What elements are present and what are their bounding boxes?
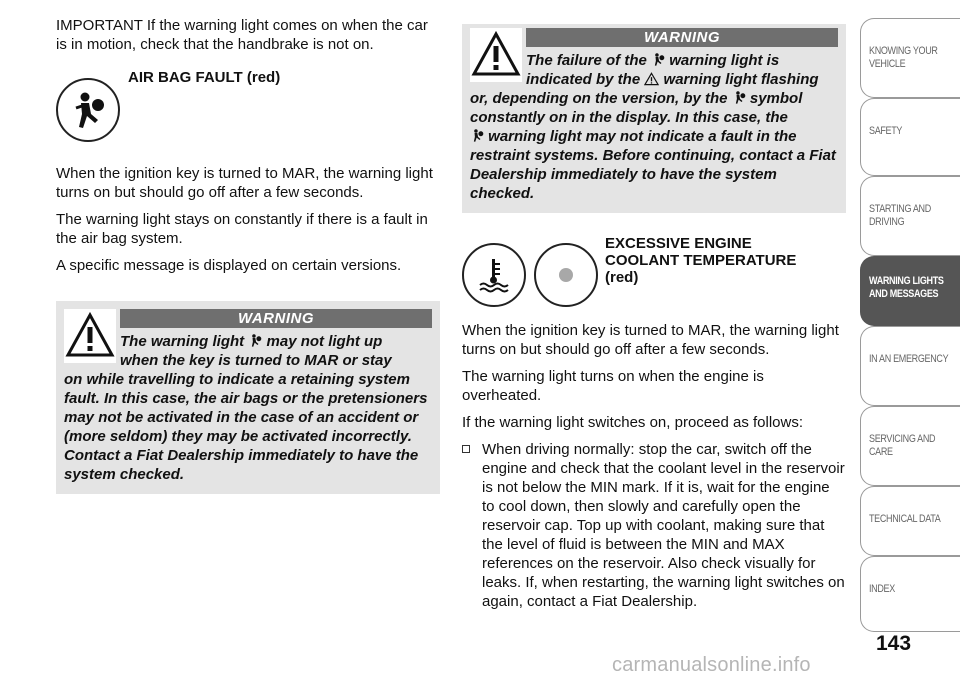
small-warning-triangle-icon bbox=[644, 72, 659, 86]
tab-label: CARE bbox=[869, 446, 893, 458]
warning-text-part: The warning light bbox=[120, 333, 245, 350]
coolant-title-line: EXCESSIVE ENGINE bbox=[605, 235, 752, 252]
warning-text-part: warning light flashing bbox=[663, 71, 819, 88]
airbag-fault-section bbox=[56, 68, 440, 158]
warning-triangle-icon bbox=[470, 28, 522, 82]
coolant-title-line: COOLANT TEMPERATURE bbox=[605, 252, 797, 269]
checkbox-bullet-icon bbox=[462, 445, 470, 453]
coolant-paragraph-3: If the warning light switches on, proceed as follows: bbox=[462, 414, 804, 431]
airbag-inline-icon bbox=[470, 128, 484, 143]
coolant-temperature-section bbox=[462, 235, 846, 311]
failure-warning-box bbox=[462, 24, 846, 213]
coolant-temperature-icon bbox=[462, 243, 526, 307]
warning-text-part: constantly on in the display. In this case, the bbox=[470, 109, 788, 126]
tab-label: INDEX bbox=[869, 583, 895, 595]
warning-text-part: on while travelling to indicate a retaining system fault. In this case, the air bags or the pretensioners may not be activated in the case of an accident or (more seldom) they may be activated incorrectly. Contact a Fiat Dealership immediately to have the system checked. bbox=[64, 371, 428, 483]
coolant-paragraph-2: The warning light turns on when the engine is overheated. bbox=[462, 368, 764, 404]
left-column bbox=[56, 16, 440, 494]
tab-servicing-and-care[interactable] bbox=[860, 406, 960, 486]
tab-technical-data[interactable] bbox=[860, 486, 960, 556]
airbag-inline-icon bbox=[248, 333, 262, 348]
tab-label: IN AN EMERGENCY bbox=[869, 353, 949, 365]
coolant-temperature-title bbox=[605, 235, 796, 286]
watermark: carmanualsonline.info bbox=[612, 654, 811, 676]
airbag-paragraph-2: The warning light stays on constantly if there is a fault in the air bag system. bbox=[56, 211, 428, 247]
airbag-fault-title: AIR BAG FAULT (red) bbox=[128, 69, 281, 86]
airbag-inline-icon bbox=[732, 90, 746, 105]
coolant-title-line: (red) bbox=[605, 269, 639, 286]
warning-text-part: The failure of the bbox=[526, 52, 647, 69]
chapter-tabs bbox=[860, 18, 960, 632]
warning-triangle-icon bbox=[64, 309, 116, 363]
tab-label: STARTING AND bbox=[869, 203, 931, 215]
airbag-inline-icon bbox=[651, 52, 665, 67]
tab-knowing-your-vehicle[interactable] bbox=[860, 18, 960, 98]
tab-label: KNOWING YOUR bbox=[869, 45, 938, 57]
airbag-paragraph-1: When the ignition key is turned to MAR, the warning light turns on but should go off after a few seconds. bbox=[56, 165, 433, 201]
airbag-warning-text bbox=[64, 332, 432, 484]
warning-text-part: indicated by the bbox=[526, 71, 641, 88]
warning-text-part: symbol bbox=[749, 90, 803, 107]
tab-label: TECHNICAL DATA bbox=[869, 513, 941, 525]
tab-label: SERVICING AND bbox=[869, 433, 936, 445]
failure-warning-text bbox=[470, 51, 838, 203]
right-column bbox=[462, 24, 846, 611]
tab-label: DRIVING bbox=[869, 216, 905, 228]
warning-text-part: or, depending on the version, by the bbox=[470, 90, 728, 107]
tab-label: SAFETY bbox=[869, 125, 903, 137]
tab-label: WARNING LIGHTS bbox=[869, 275, 944, 287]
coolant-indicator-icon bbox=[534, 243, 598, 307]
warning-header: WARNING bbox=[120, 309, 432, 328]
bullet-text: When driving normally: stop the car, switch off the engine and check that the coolant level in the reservoir is not below the MIN mark. If it is, wait for the engine to cool down, then slowly and carefully open the reservoir cap. Top up with coolant, making sure that the level of fluid is between the MIN and MAX references on the reservoir. Also check visually for leaks. If, when restarting, the warning light switches on again, contact a Fiat Dealership. bbox=[482, 441, 845, 610]
warning-text-part: when the key is turned to MAR or stay bbox=[120, 352, 392, 369]
tab-label: AND MESSAGES bbox=[869, 288, 939, 300]
warning-text-part: may not light up bbox=[266, 333, 383, 350]
tab-label: VEHICLE bbox=[869, 58, 906, 70]
tab-in-an-emergency[interactable] bbox=[860, 326, 960, 406]
list-item bbox=[462, 440, 846, 611]
coolant-paragraph-1: When the ignition key is turned to MAR, the warning light turns on but should go off after a few seconds. bbox=[462, 322, 839, 358]
coolant-procedure-list bbox=[462, 440, 846, 611]
warning-text-part: warning light is bbox=[669, 52, 780, 69]
airbag-warning-box bbox=[56, 301, 440, 494]
warning-header: WARNING bbox=[526, 28, 838, 47]
tab-index[interactable] bbox=[860, 556, 960, 632]
tab-warning-lights-and-messages[interactable] bbox=[860, 256, 960, 326]
warning-text-part: warning light may not indicate a fault in the restraint systems. Before continuing, contact a Fiat Dealership immediately to have the system checked. bbox=[470, 128, 836, 202]
airbag-icon bbox=[56, 78, 120, 142]
tab-safety[interactable] bbox=[860, 98, 960, 176]
page-number: 143 bbox=[876, 632, 912, 655]
tab-starting-and-driving[interactable] bbox=[860, 176, 960, 256]
intro-paragraph: IMPORTANT If the warning light comes on when the car is in motion, check that the handbrake is not on. bbox=[56, 17, 428, 53]
airbag-paragraph-3: A specific message is displayed on certain versions. bbox=[56, 257, 402, 274]
